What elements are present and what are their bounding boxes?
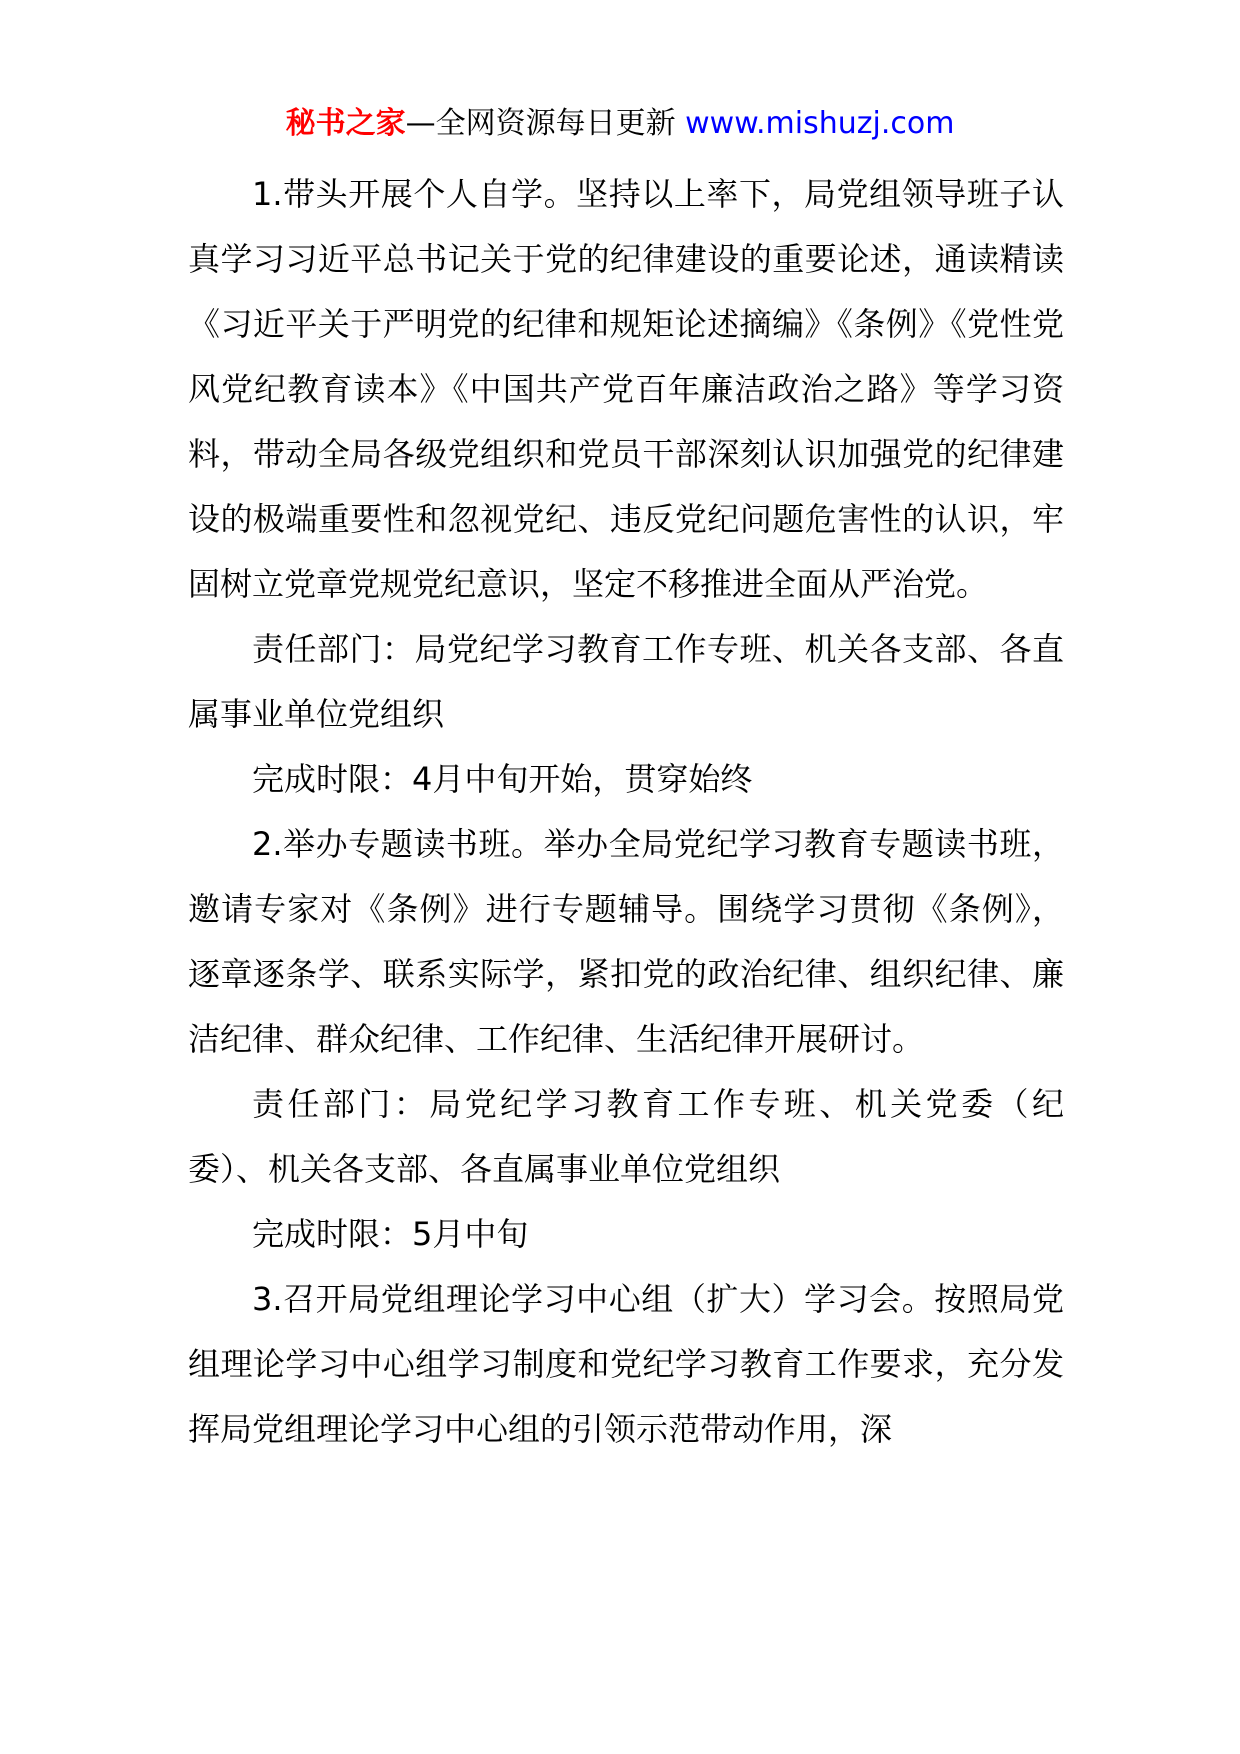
site-watermark-header <box>0 102 1240 146</box>
paragraph-deadline-1: 完成时限：4月中旬开始，贯穿始终 <box>252 760 753 798</box>
paragraph-responsible-dept-1: 责任部门：局党纪学习教育工作专班、机关各支部、各直属事业单位党组织 <box>188 630 1064 733</box>
paragraph-item-3-study-meeting: 3.召开局党组理论学习中心组（扩大）学习会。按照局党组理论学习中心组学习制度和党纪学习教育工作要求，充分发挥局党组理论学习中心组的引领示范带动作用，深 <box>188 1280 1064 1448</box>
document-body <box>188 162 1064 1462</box>
site-brand: 秘书之家 <box>285 106 406 141</box>
paragraph-responsible-dept-2: 责任部门：局党纪学习教育工作专班、机关党委（纪委）、机关各支部、各直属事业单位党组织 <box>188 1085 1064 1188</box>
site-url: www.mishuzj.com <box>685 106 955 141</box>
paragraph-deadline-2: 完成时限：5月中旬 <box>252 1215 529 1253</box>
paragraph-item-2-reading-class: 2.举办专题读书班。举办全局党纪学习教育专题读书班，邀请专家对《条例》进行专题辅导。围绕学习贯彻《条例》，逐章逐条学、联系实际学，紧扣党的政治纪律、组织纪律、廉洁纪律、群众纪律、工作纪律、生活纪律开展研讨。 <box>188 825 1064 1058</box>
paragraph-item-1-self-study: 1.带头开展个人自学。坚持以上率下，局党组领导班子认真学习习近平总书记关于党的纪律建设的重要论述，通读精读《习近平关于严明党的纪律和规矩论述摘编》《条例》《党性党风党纪教育读本》《中国共产党百年廉洁政治之路》等学习资料，带动全局各级党组织和党员干部深刻认识加强党的纪律建设的极端重要性和忽视党纪、违反党纪问题危害性的认识，牢固树立党章党规党纪意识，坚定不移推进全面从严治党。 <box>188 175 1064 603</box>
site-tagline: —全网资源每日更新 <box>405 106 686 141</box>
